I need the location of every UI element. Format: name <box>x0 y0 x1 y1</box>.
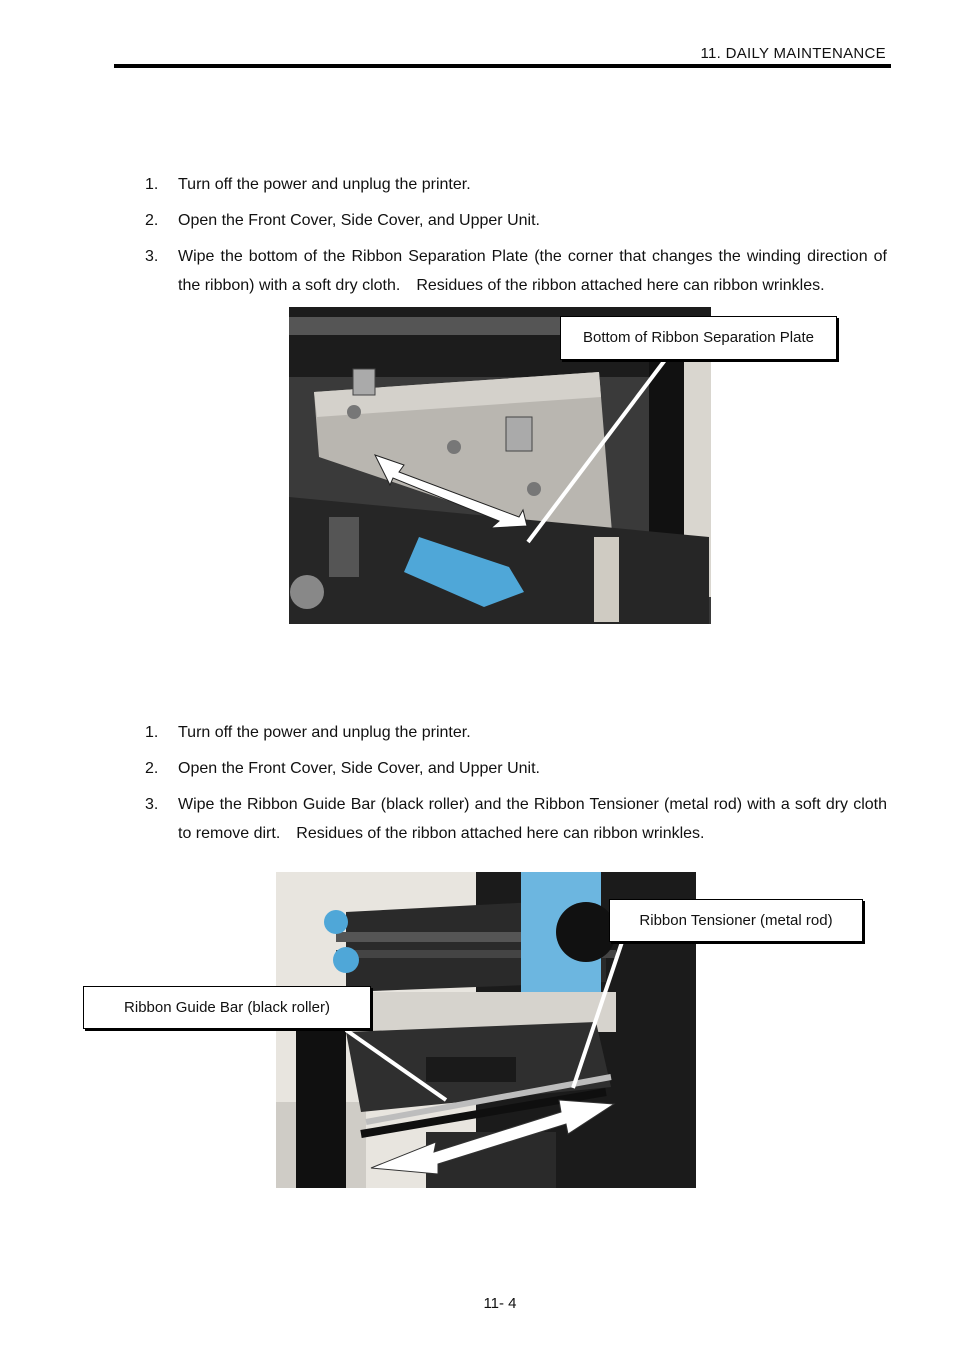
list-item: 1. Turn off the power and unplug the printer. <box>145 176 471 193</box>
header-rule <box>114 64 891 68</box>
callout-ribbon-tensioner: Ribbon Tensioner (metal rod) <box>609 899 863 942</box>
section2-steps <box>145 718 887 855</box>
list-item: 3. Wipe the Ribbon Guide Bar (black roller) and the Ribbon Tensioner (metal rod) with a soft dry cloth to remove dirt. Residues of the ribbon attached here can ribbon wrinkles. <box>145 796 887 842</box>
section1-steps <box>145 170 887 307</box>
list-item: 2. Open the Front Cover, Side Cover, and Upper Unit. <box>145 212 540 229</box>
list-item: 2. Open the Front Cover, Side Cover, and Upper Unit. <box>145 760 540 777</box>
callout-ribbon-guide-bar: Ribbon Guide Bar (black roller) <box>83 986 371 1029</box>
list-item: 3. Wipe the bottom of the Ribbon Separation Plate (the corner that changes the winding direction of the ribbon) with a soft dry cloth. Residues of the ribbon attached here can ribbon wrinkles. <box>145 248 887 294</box>
page-header-title: 11. DAILY MAINTENANCE <box>700 45 886 62</box>
page-number: 11- 4 <box>483 1295 517 1312</box>
list-item: 1. Turn off the power and unplug the printer. <box>145 724 471 741</box>
callout-ribbon-separation-plate: Bottom of Ribbon Separation Plate <box>560 316 837 360</box>
